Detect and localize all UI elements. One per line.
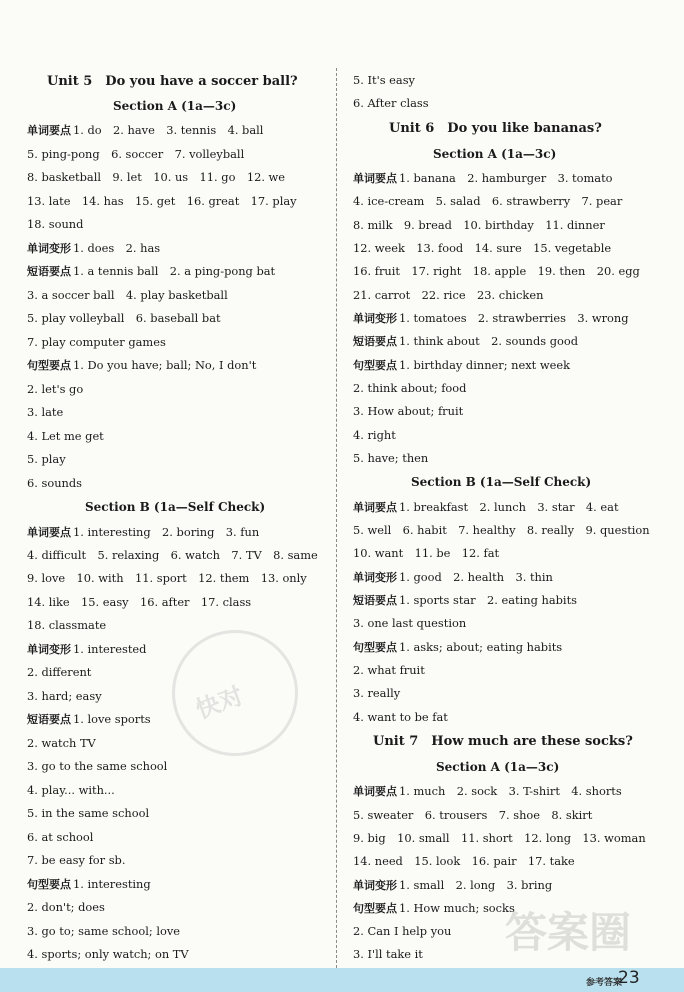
answer-line: 3. go to; same school; love — [27, 924, 181, 938]
answer-line: 5. play — [27, 452, 66, 466]
answer-line: 2. let's go — [27, 382, 84, 396]
answer-line: 3. hard; easy — [27, 689, 102, 703]
answer-line: 9. love 10. with 11. sport 12. them 13. only — [27, 571, 307, 585]
answer-line: 4. play... with... — [27, 783, 115, 797]
answer-line: 5. have; then — [353, 451, 429, 465]
answer-line: 单词要点 1. much 2. sock 3. T-shirt 4. shorts — [353, 784, 622, 798]
label: 单词变形 — [27, 643, 71, 656]
footer-bar — [0, 968, 684, 992]
answer-line: 2. what fruit — [353, 663, 425, 677]
answer-line: 18. sound — [27, 217, 84, 231]
watermark-stamp — [154, 612, 315, 773]
section-a-title: Section A (1a—3c) — [436, 760, 560, 774]
answer-line: 6. at school — [27, 830, 94, 844]
answer-line: 4. Let me get — [27, 429, 104, 443]
label: 单词变形 — [353, 571, 397, 584]
label: 句型要点 — [353, 641, 397, 654]
answer-line: 3. go to the same school — [27, 759, 168, 773]
label: 单词要点 — [27, 124, 71, 137]
answer-line: 2. different — [27, 665, 92, 679]
watermark-corner: 答案圈 — [505, 908, 632, 957]
watermark-stamp-text: 快对 — [192, 681, 247, 725]
section-a-title: Section A (1a—3c) — [113, 99, 237, 113]
section-b-title: Section B (1a—Self Check) — [411, 475, 592, 489]
answer-line: 4. difficult 5. relaxing 6. watch 7. TV 8. same — [27, 548, 318, 562]
page-number: 23 — [618, 968, 640, 988]
answer-line: 句型要点 1. birthday dinner; next week — [353, 358, 571, 372]
answer-line: 9. big 10. small 11. short 12. long 13. woman — [353, 831, 646, 845]
answer-line: 单词变形 1. interested — [27, 642, 147, 656]
label: 句型要点 — [353, 902, 397, 915]
answer-line: 16. fruit 17. right 18. apple 19. then 20. egg — [353, 264, 640, 278]
answer-line: 短语要点 1. love sports — [27, 712, 151, 726]
unit6-title: Unit 6 Do you like bananas? — [389, 121, 602, 136]
answer-line: 3. I'll take it — [353, 947, 423, 961]
section-a-title: Section A (1a—3c) — [433, 147, 557, 161]
answer-line: 5. in the same school — [27, 806, 150, 820]
answer-line: 短语要点 1. a tennis ball 2. a ping-pong bat — [27, 264, 276, 278]
answer-line: 2. Can I help you — [353, 924, 452, 938]
answer-line: 5. It's easy — [353, 73, 415, 87]
label: 短语要点 — [27, 713, 71, 726]
answer-line: 短语要点 1. think about 2. sounds good — [353, 334, 579, 348]
footer-label: 参考答案 — [586, 978, 623, 988]
label: 单词要点 — [353, 172, 397, 185]
answer-line: 短语要点 1. sports star 2. eating habits — [353, 593, 577, 607]
answer-line: 12. week 13. food 14. sure 15. vegetable — [353, 241, 612, 255]
section-b-title: Section B (1a—Self Check) — [85, 500, 266, 514]
answer-line: 句型要点 1. How much; socks — [353, 901, 515, 915]
answer-line: 句型要点 1. asks; about; eating habits — [353, 640, 563, 654]
answer-line: 13. late 14. has 15. get 16. great 17. play — [27, 194, 297, 208]
answer-line: 5. sweater 6. trousers 7. shoe 8. skirt — [353, 808, 593, 822]
answer-line: 5. well 6. habit 7. healthy 8. really 9. question — [353, 523, 650, 537]
answer-line: 单词要点 1. do 2. have 3. tennis 4. ball — [27, 123, 264, 137]
label: 单词要点 — [353, 785, 397, 798]
answer-line: 4. right — [353, 428, 396, 442]
answer-line: 14. like 15. easy 16. after 17. class — [27, 595, 252, 609]
answer-line: 5. ping-pong 6. soccer 7. volleyball — [27, 147, 245, 161]
answer-line: 3. late — [27, 405, 64, 419]
answer-line: 单词变形 1. small 2. long 3. bring — [353, 878, 553, 892]
answer-line: 18. classmate — [27, 618, 107, 632]
answer-line: 4. ice-cream 5. salad 6. strawberry 7. pear — [353, 194, 623, 208]
answer-line: 21. carrot 22. rice 23. chicken — [353, 288, 544, 302]
label: 短语要点 — [353, 335, 397, 348]
label: 单词要点 — [27, 526, 71, 539]
label: 句型要点 — [27, 878, 71, 891]
answer-line: 4. want to be fat — [353, 710, 448, 724]
column-divider — [336, 68, 337, 968]
label: 单词变形 — [27, 242, 71, 255]
label: 单词变形 — [353, 312, 397, 325]
answer-line: 5. play volleyball 6. baseball bat — [27, 311, 221, 325]
answer-line: 单词要点 1. banana 2. hamburger 3. tomato — [353, 171, 613, 185]
answer-line: 单词变形 1. good 2. health 3. thin — [353, 570, 553, 584]
answer-line: 3. one last question — [353, 616, 467, 630]
label: 短语要点 — [27, 265, 71, 278]
answer-line: 单词变形 1. tomatoes 2. strawberries 3. wrong — [353, 311, 629, 325]
label: 短语要点 — [353, 594, 397, 607]
unit7-title: Unit 7 How much are these socks? — [373, 734, 633, 749]
answer-line: 6. sounds — [27, 476, 83, 490]
label: 句型要点 — [27, 359, 71, 372]
answer-line: 7. play computer games — [27, 335, 166, 349]
answer-line: 单词要点 1. breakfast 2. lunch 3. star 4. eat — [353, 500, 619, 514]
answer-line: 3. a soccer ball 4. play basketball — [27, 288, 228, 302]
answer-line: 句型要点 1. Do you have; ball; No, I don't — [27, 358, 257, 372]
answer-line: 8. basketball 9. let 10. us 11. go 12. we — [27, 170, 286, 184]
answer-line: 单词变形 1. does 2. has — [27, 241, 161, 255]
answer-line: 8. milk 9. bread 10. birthday 11. dinner — [353, 218, 605, 232]
answer-line: 句型要点 1. interesting — [27, 877, 151, 891]
answer-line: 2. watch TV — [27, 736, 96, 750]
label: 单词要点 — [353, 501, 397, 514]
label: 单词变形 — [353, 879, 397, 892]
answer-line: 6. After class — [353, 96, 429, 110]
answer-line: 4. sports; only watch; on TV — [27, 947, 189, 961]
answer-line: 14. need 15. look 16. pair 17. take — [353, 854, 575, 868]
answer-line: 3. really — [353, 686, 401, 700]
answer-line: 单词要点 1. interesting 2. boring 3. fun — [27, 525, 260, 539]
label: 句型要点 — [353, 359, 397, 372]
answer-line: 2. don't; does — [27, 900, 105, 914]
answer-line: 2. think about; food — [353, 381, 467, 395]
answer-line: 10. want 11. be 12. fat — [353, 546, 500, 560]
answer-line: 7. be easy for sb. — [27, 853, 126, 867]
unit5-title: Unit 5 Do you have a soccer ball? — [47, 74, 298, 89]
answer-line: 3. How about; fruit — [353, 404, 464, 418]
